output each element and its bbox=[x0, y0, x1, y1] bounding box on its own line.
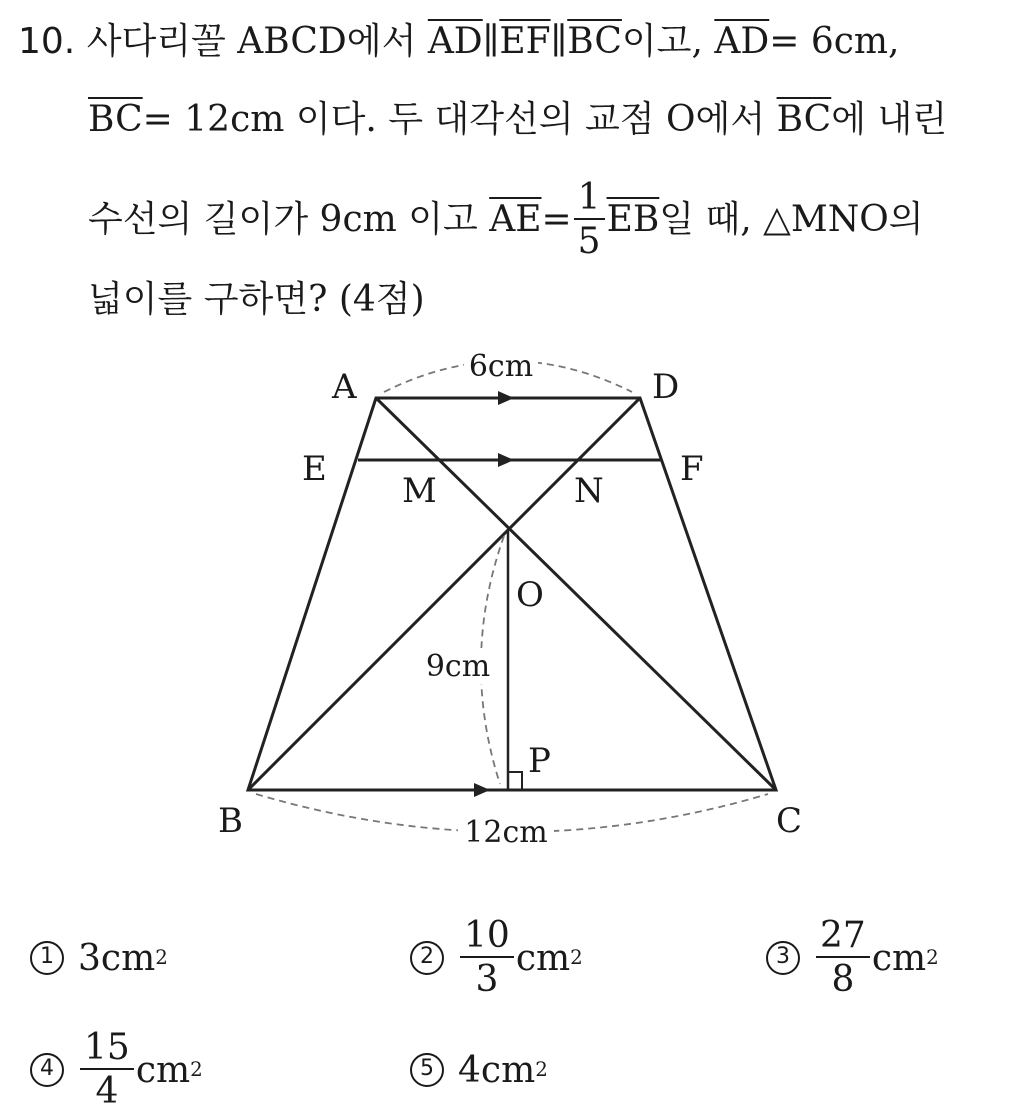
vertex-label-c: C bbox=[776, 801, 803, 841]
fraction-denominator: 4 bbox=[95, 1071, 119, 1112]
segment-bc: $\overline{BC}$ bbox=[776, 99, 832, 140]
fraction-numerator: 1 bbox=[574, 180, 605, 220]
choice-5[interactable]: 5 4cm 2 bbox=[410, 1030, 548, 1110]
choice-number-5: 5 bbox=[410, 1053, 444, 1087]
point-label-f: F bbox=[680, 449, 704, 489]
problem-text: 넓이를 구하면? (4점) bbox=[88, 279, 425, 320]
problem-text: = 6cm, bbox=[769, 21, 900, 62]
fraction-denominator: 3 bbox=[475, 959, 499, 1000]
choice-unit: cm bbox=[515, 937, 571, 979]
fraction bbox=[80, 1027, 134, 1112]
problem-text: 사다리꼴 ABCD에서 bbox=[86, 21, 417, 62]
fraction bbox=[460, 915, 514, 1000]
arrow-marker bbox=[498, 391, 514, 405]
choice-value: 3cm bbox=[78, 937, 156, 979]
segment-ef: $\overline{EF}$ bbox=[499, 21, 551, 62]
right-angle-mark bbox=[508, 772, 522, 790]
measure-label-bottom: 12cm bbox=[464, 815, 548, 850]
vertex-label-a: A bbox=[332, 367, 357, 407]
problem-number: 10. bbox=[18, 21, 76, 62]
point-label-o: O bbox=[516, 575, 544, 615]
problem-text: 일 때, △MNO의 bbox=[659, 199, 924, 240]
choice-number-2: 2 bbox=[410, 941, 444, 975]
problem-text: 수선의 길이가 9cm 이고 bbox=[88, 199, 478, 240]
choice-number-1: 1 bbox=[30, 941, 64, 975]
choice-1[interactable]: 1 3cm 2 bbox=[30, 918, 168, 998]
segment-ae: $\overline{AE}$ bbox=[489, 199, 542, 240]
choice-unit: cm bbox=[871, 937, 927, 979]
measure-label-height: 9cm bbox=[425, 649, 491, 684]
problem-text: 이고, bbox=[621, 21, 703, 62]
measure-label-top: 6cm bbox=[468, 349, 534, 384]
problem-text: = 12cm 이다. 두 대각선의 교점 O에서 bbox=[142, 99, 766, 140]
choice-number-4: 4 bbox=[30, 1053, 64, 1087]
fraction-numerator: 10 bbox=[460, 918, 514, 958]
segment-ad: $\overline{AD}$ bbox=[714, 21, 770, 62]
segment-bc: $\overline{BC}$ bbox=[567, 21, 622, 62]
problem-text: 에 내린 bbox=[831, 99, 948, 140]
arrow-marker bbox=[498, 453, 514, 467]
choice-3[interactable]: 3 $\frac{27}{8}$ cm 2 bbox=[766, 912, 939, 1004]
fraction bbox=[816, 915, 870, 1000]
choice-number-3: 3 bbox=[766, 941, 800, 975]
fraction-denominator: 5 bbox=[577, 221, 601, 262]
arrow-marker bbox=[474, 783, 490, 797]
fraction-numerator: 15 bbox=[80, 1030, 134, 1070]
segment-ad: $\overline{AD}$ bbox=[427, 21, 483, 62]
segment-bc: $\overline{BC}$ bbox=[88, 99, 143, 140]
vertex-label-d: D bbox=[652, 367, 680, 407]
point-label-p: P bbox=[528, 741, 551, 781]
fraction-numerator: 27 bbox=[816, 918, 870, 958]
point-label-n: N bbox=[574, 471, 604, 511]
point-label-m: M bbox=[402, 471, 437, 511]
diagonal-ac bbox=[376, 398, 776, 790]
parallel-symbol: ∥ bbox=[482, 21, 500, 62]
segment-eb: $\overline{EB}$ bbox=[606, 199, 660, 240]
choice-unit: cm bbox=[135, 1049, 191, 1091]
vertex-label-b: B bbox=[218, 801, 243, 841]
choice-4[interactable]: 4 $\frac{15}{4}$ cm 2 bbox=[30, 1024, 203, 1116]
choice-value: 4cm bbox=[458, 1049, 536, 1091]
choice-2[interactable]: 2 $\frac{10}{3}$ cm 2 bbox=[410, 912, 583, 1004]
point-label-e: E bbox=[302, 449, 327, 489]
equals-sign: = bbox=[541, 199, 572, 240]
fraction-denominator: 8 bbox=[831, 959, 855, 1000]
parallel-symbol: ∥ bbox=[550, 21, 568, 62]
